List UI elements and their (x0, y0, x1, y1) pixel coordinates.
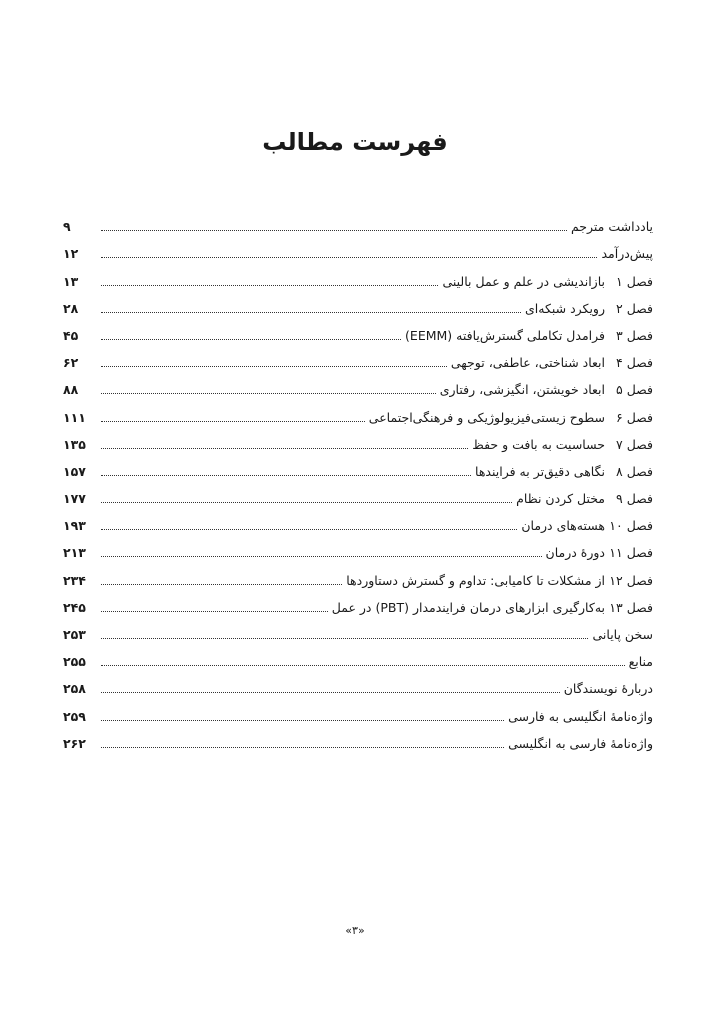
dot-leader (101, 448, 468, 449)
toc-entry[interactable] (63, 480, 653, 507)
toc-page-number: ۱۱۱ (63, 409, 86, 425)
table-of-contents (63, 208, 653, 752)
toc-page-number: ۱۷۷ (63, 491, 86, 507)
toc-chapter-label: فصل ۱۲ (609, 572, 653, 588)
toc-chapter-label: فصل ۸ (616, 463, 653, 479)
toc-entry[interactable] (63, 534, 653, 561)
toc-entry-title: هسته‌های درمان (521, 518, 605, 534)
toc-page-number: ۶۲ (63, 355, 79, 371)
dot-leader (101, 529, 517, 530)
dot-leader (101, 393, 436, 394)
toc-entry[interactable] (63, 317, 653, 344)
toc-page-number: ۱۳۵ (63, 436, 86, 452)
dot-leader (101, 257, 597, 258)
toc-page-number: ۸۸ (63, 382, 79, 398)
toc-chapter-label: فصل ۱۰ (609, 518, 653, 534)
toc-entry[interactable] (63, 208, 653, 235)
toc-entry-title: ابعاد شناختی، عاطفی، توجهی (450, 355, 605, 371)
toc-page-number: ۲۴۵ (63, 599, 86, 615)
toc-entry[interactable] (63, 697, 653, 724)
toc-entry-title: واژه‌نامهٔ انگلیسی به فارسی (508, 708, 653, 724)
toc-page-number: ۲۱۳ (63, 545, 86, 561)
toc-entry-title: یادداشت مترجم (570, 219, 653, 235)
toc-page-number: ۱۵۷ (63, 463, 86, 479)
toc-entry[interactable] (63, 616, 653, 643)
toc-page-number: ۱۳ (63, 273, 79, 289)
toc-entry[interactable] (63, 643, 653, 670)
toc-entry-title: منابع (628, 654, 653, 670)
dot-leader (101, 747, 504, 748)
toc-entry[interactable] (63, 262, 653, 289)
toc-entry[interactable] (63, 398, 653, 425)
toc-chapter-label: فصل ۶ (616, 409, 653, 425)
dot-leader (101, 584, 342, 585)
toc-entry[interactable] (63, 453, 653, 480)
toc-chapter-label: فصل ۵ (616, 382, 653, 398)
toc-entry-title: به‌کارگیری ابزارهای درمان فرایندمدار (PBT) در عمل (331, 599, 605, 615)
toc-entry[interactable] (63, 344, 653, 371)
toc-entry-title: بازاندیشی در علم و عمل بالینی (442, 273, 605, 289)
toc-entry-title: سخن پایانی (592, 627, 653, 642)
toc-entry[interactable] (63, 371, 653, 398)
toc-entry-title: مختل کردن نظام (516, 491, 605, 507)
dot-leader (101, 720, 504, 721)
toc-chapter-label: فصل ۴ (616, 355, 653, 371)
dot-leader (101, 339, 401, 340)
toc-entry[interactable] (63, 589, 653, 616)
toc-entry[interactable] (63, 725, 653, 752)
toc-page-number: ۴۵ (63, 327, 79, 343)
dot-leader (101, 475, 471, 476)
toc-page-number: ۲۵۹ (63, 708, 86, 724)
dot-leader (101, 312, 521, 313)
toc-page-number: ۲۵۵ (63, 654, 86, 670)
toc-entry[interactable] (63, 670, 653, 697)
dot-leader (101, 421, 365, 422)
toc-entry[interactable] (63, 235, 653, 262)
toc-entry[interactable] (63, 426, 653, 453)
toc-entry-title: حساسیت به بافت و حفظ (472, 436, 605, 452)
toc-chapter-label: فصل ۱۱ (609, 545, 653, 561)
toc-entry[interactable] (63, 290, 653, 317)
toc-chapter-label: فصل ۷ (616, 436, 653, 452)
toc-chapter-label: فصل ۹ (616, 491, 653, 507)
dot-leader (101, 692, 560, 693)
toc-chapter-label: فصل ۱۳ (609, 599, 653, 615)
toc-entry-title: پیش‌درآمد (601, 246, 653, 262)
toc-entry-title: رویکرد شبکه‌ای (525, 300, 605, 316)
toc-entry-title: سطوح زیستی‌فیزیولوژیکی و فرهنگی‌اجتماعی (368, 409, 605, 425)
toc-entry-title: نگاهی دقیق‌تر به فرایندها (475, 463, 605, 479)
toc-page-number: ۱۹۳ (63, 518, 86, 534)
toc-page-number: ۱۲ (63, 246, 79, 262)
toc-page-number: ۹ (63, 219, 71, 235)
toc-page-number: ۲۳۴ (63, 572, 86, 588)
toc-chapter-label: فصل ۲ (616, 300, 653, 316)
toc-entry-title: ابعاد خویشتن، انگیزشی، رفتاری (439, 382, 605, 398)
toc-entry-title: واژه‌نامهٔ فارسی به انگلیسی (508, 735, 653, 751)
toc-entry-title: دربارهٔ نویسندگان (563, 681, 653, 697)
toc-page-number: ۲۵۸ (63, 681, 86, 697)
toc-chapter-label: فصل ۱ (616, 273, 653, 289)
dot-leader (101, 366, 447, 367)
dot-leader (101, 556, 542, 557)
toc-entry[interactable] (63, 507, 653, 534)
toc-page-number: ۲۶۲ (63, 735, 86, 751)
toc-entry-title: دورهٔ درمان (545, 545, 605, 561)
toc-entry[interactable] (63, 561, 653, 588)
toc-page-number: ۲۸ (63, 300, 79, 316)
page-title: فهرست مطالب (262, 128, 448, 157)
toc-page-number: ۲۵۳ (63, 627, 86, 642)
page-number: «۳» (345, 924, 365, 937)
dot-leader (101, 638, 588, 639)
toc-entry-title: از مشکلات تا کامیابی: تداوم و گسترش دستاوردها (346, 572, 605, 588)
toc-chapter-label: فصل ۳ (616, 327, 653, 343)
dot-leader (101, 611, 328, 612)
dot-leader (101, 665, 625, 666)
dot-leader (101, 285, 438, 286)
toc-entry-title: فرامدل تکاملی گسترش‌یافته (EEMM) (405, 327, 605, 343)
dot-leader (101, 502, 512, 503)
dot-leader (101, 230, 567, 231)
